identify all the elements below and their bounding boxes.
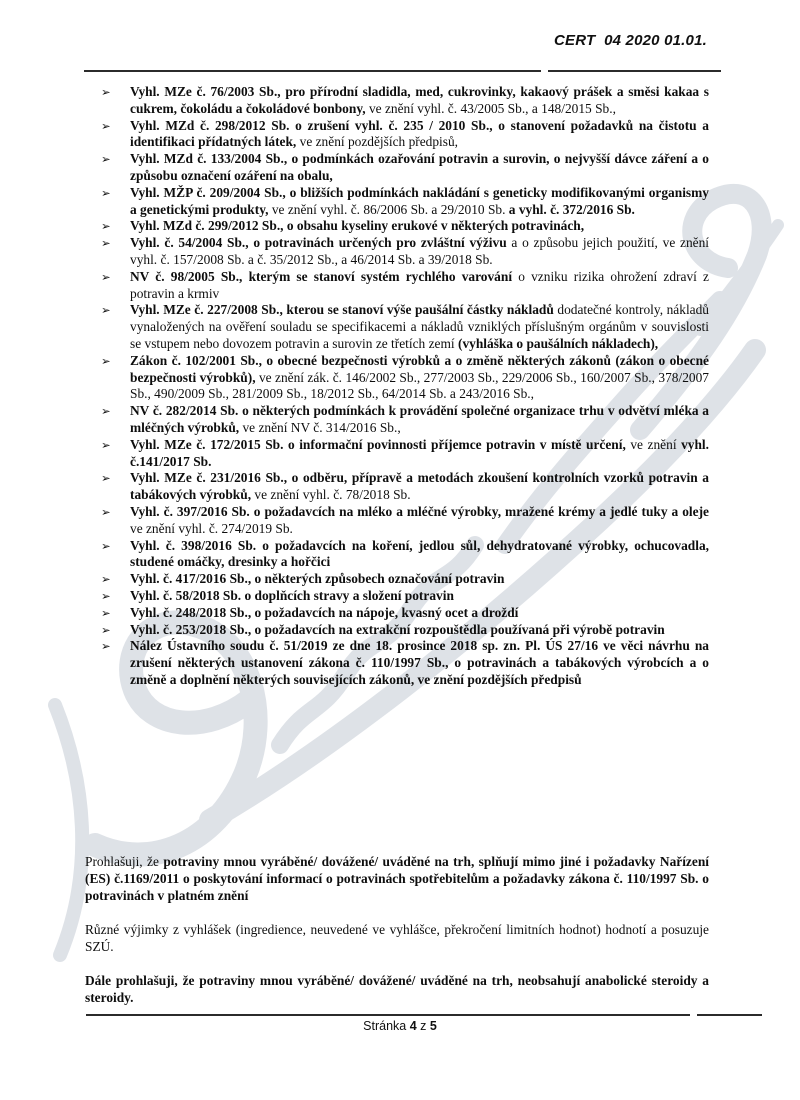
page-number: [0, 1019, 800, 1033]
list-item: [85, 470, 709, 504]
text-segment: (vyhláška o paušálních nákladech),: [457, 335, 659, 351]
arrow-bullet-icon: ➢: [101, 538, 111, 553]
list-item-text: [130, 118, 709, 152]
text-segment: z: [416, 1019, 430, 1033]
list-item: [85, 353, 709, 403]
text-segment: NV č. 98/2005 Sb., kterým se stanoví systém rychlého varování: [130, 268, 513, 284]
list-item: [85, 437, 709, 471]
arrow-bullet-icon: ➢: [101, 219, 111, 234]
text-segment: ve znění NV č. 314/2016 Sb.,: [239, 419, 401, 435]
text-segment: Stránka: [363, 1019, 410, 1033]
arrow-bullet-icon: ➢: [101, 152, 111, 167]
arrow-bullet-icon: ➢: [101, 572, 111, 587]
list-item: [85, 504, 709, 538]
text-segment: Prohlašuji, že: [85, 854, 164, 869]
cert-header-label: CERT 04 2020 01.01.: [554, 32, 707, 49]
footer-rule: [86, 1014, 762, 1016]
text-segment: Vyhl. č. 417/2016 Sb., o některých způsobech označování potravin: [130, 571, 505, 587]
list-item-text: [130, 84, 709, 118]
arrow-bullet-icon: ➢: [101, 404, 111, 419]
arrow-bullet-icon: ➢: [101, 303, 111, 318]
text-segment: o vzniku rizika ohrožení zdraví z potravin a krmiv: [130, 268, 710, 301]
list-item: [85, 218, 709, 235]
arrow-bullet-icon: ➢: [101, 85, 111, 99]
list-item: [85, 185, 709, 219]
text-segment: a vyhl. č. 372/2016 Sb.: [508, 201, 635, 217]
text-segment: Vyhl. č. 54/2004 Sb., o potravinách určených pro zvláštní výživu: [130, 235, 507, 251]
arrow-bullet-icon: ➢: [101, 504, 111, 519]
text-segment: Vyhl. č. 58/2018 Sb. o doplňcích stravy a složení potravin: [130, 587, 454, 603]
text-segment: ve znění vyhl. č. 78/2018 Sb.: [251, 487, 411, 503]
arrow-bullet-icon: ➢: [101, 471, 111, 486]
arrow-bullet-icon: ➢: [101, 185, 111, 200]
text-segment: ve znění vyhl. č. 43/2005 Sb., a 148/2015 Sb.,: [365, 100, 616, 116]
text-segment: a o způsobu jejich použití, ve znění vyhl. č. 157/2008 Sb. a č. 35/2012 Sb., a 46/2014 Sb. a 39/2018 Sb.: [130, 235, 710, 267]
list-item: [85, 538, 709, 572]
text-segment: ve znění pozdějších předpisů,: [296, 134, 459, 150]
text-segment: 4: [409, 1019, 417, 1033]
text-segment: Vyhl. MZe č. 227/2008 Sb., kterou se stanoví výše paušální částky nákladů: [130, 302, 554, 318]
header-rule: [84, 70, 721, 72]
list-item: [85, 571, 709, 588]
text-segment: Různé výjimky z vyhlášek (ingredience, neuvedené ve vyhlášce, překročení limitních hodnot) hodnotí a posuzuje SZÚ.: [85, 922, 709, 954]
arrow-bullet-icon: ➢: [101, 622, 111, 637]
list-item-text: [130, 235, 709, 269]
arrow-bullet-icon: ➢: [101, 588, 111, 603]
text-segment: ve znění zák. č. 146/2002 Sb., 277/2003 Sb., 229/2006 Sb., 160/2007 Sb., 378/2007 Sb., 490/2009 Sb., 281/2009 Sb., 18/2012 Sb., 64/2014 Sb. a 243/2016 Sb.,: [130, 369, 709, 402]
list-item-text: [130, 218, 709, 235]
text-segment: Vyhl. č. 398/2016 Sb. o požadavcích na koření, jedlou sůl, dehydratované výrobky, ochucovadla, studené omáčky, dresinky a hořčici: [130, 537, 709, 570]
text-segment: Vyhl. č. 248/2018 Sb., o požadavcích na nápoje, kvasný ocet a droždí: [130, 604, 519, 620]
paragraph: [85, 972, 709, 1006]
list-item: [85, 588, 709, 605]
list-item-text: [130, 403, 709, 437]
text-segment: ve znění: [625, 436, 682, 452]
text-segment: Vyhl. MZe č. 231/2016 Sb., o odběru, přípravě a metodách zkoušení kontrolních vzorků potravin a tabákových výrobků,: [130, 470, 709, 503]
text-segment: Vyhl. MZd č. 298/2012 Sb. o zrušení vyhl. č. 235 / 2010 Sb., o stanovení požadavků na čistotu a identifikaci přídatných látek,: [130, 117, 709, 150]
list-item-text: [130, 302, 709, 352]
list-item-text: [130, 185, 709, 219]
arrow-bullet-icon: ➢: [101, 269, 111, 284]
text-segment: ve znění vyhl. č. 86/2006 Sb. a 29/2010 Sb.: [268, 201, 509, 217]
text-segment: Vyhl. MZd č. 133/2004 Sb., o podmínkách ozařování potravin a surovin, o nejvyšší dávce záření a o způsobu označení ozáření na obalu,: [130, 151, 709, 183]
list-item-text: [130, 571, 709, 588]
list-item-text: [130, 622, 709, 639]
list-item: [85, 605, 709, 622]
text-segment: Vyhl. MZd č. 299/2012 Sb., o obsahu kyseliny erukové v některých potravinách,: [130, 218, 585, 234]
paragraph: [85, 853, 709, 904]
list-item-text: [130, 605, 709, 622]
text-segment: ve znění vyhl. č. 274/2019 Sb.: [130, 520, 293, 536]
text-segment: Vyhl. č. 397/2016 Sb. o požadavcích na mléko a mléčné výrobky, mražené krémy a jedlé tuky a oleje: [130, 503, 709, 519]
list-item-text: [130, 470, 709, 504]
text-segment: Vyhl. MZe č. 76/2003 Sb., pro přírodní sladidla, med, cukrovinky, kakaový prášek a směsi kakaa s cukrem, čokoládu a čokoládové bonbony,: [130, 84, 709, 116]
text-segment: NV č. 282/2014 Sb. o některých podmínkách k provádění společné organizace trhu v odvětví mléka a mléčných výrobků,: [130, 403, 709, 435]
list-item-text: [130, 269, 709, 303]
text-segment: Nález Ústavního soudu č. 51/2019 ze dne 18. prosince 2018 sp. zn. Pl. ÚS 27/16 ve věci návrhu na zrušení některých ustanovení zákona č. 110/1997 Sb., o potravinách a tabákových výrobcích a o změně a doplnění některých souvisejících zákonů, ve znění pozdějších předpisů: [130, 638, 709, 687]
regulation-list: [85, 84, 709, 689]
text-segment: Dále prohlašuji, že potraviny mnou vyráběné/ dovážené/ uváděné na trh, neobsahují anabolické steroidy a steroidy.: [85, 973, 709, 1005]
list-item-text: [130, 588, 709, 605]
list-item: [85, 403, 709, 437]
list-item: [85, 235, 709, 269]
list-item: [85, 151, 709, 185]
declaration-paragraphs: [85, 853, 709, 1023]
list-item: [85, 84, 709, 118]
text-segment: potraviny mnou vyráběné/ dovážené/ uváděné na trh, splňují mimo jiné i požadavky Nařízení (ES) č.1169/2011 o poskytování informací o potravinách spotřebitelům a požadavky zákona č. 110/1997 Sb. o potravinách v platném znění: [85, 854, 709, 903]
arrow-bullet-icon: ➢: [101, 437, 111, 452]
text-segment: 5: [429, 1019, 437, 1033]
text-segment: Zákon č. 102/2001 Sb., o obecné bezpečnosti výrobků a o změně některých zákonů (zákon o obecné bezpečnosti výrobků),: [130, 352, 709, 385]
list-item-text: [130, 638, 709, 688]
list-item: [85, 269, 709, 303]
list-item: [85, 622, 709, 639]
text-segment: Vyhl. č. 253/2018 Sb., o požadavcích na extrakční rozpouštědla používaná při výrobě potravin: [130, 621, 665, 637]
list-item: [85, 118, 709, 152]
text-segment: Vyhl. MZe č. 172/2015 Sb. o informační povinnosti příjemce potravin v místě určení,: [130, 436, 626, 452]
list-item-text: [130, 538, 709, 572]
arrow-bullet-icon: ➢: [101, 236, 111, 251]
arrow-bullet-icon: ➢: [101, 353, 111, 368]
text-segment: dodatečné kontroly, nákladů vynaložených na ověření souladu se specifikacemi a nákladů vzniklých příslušným orgánům v souvislosti se vstupem nebo dovozem potravin a surovin ze třetích zemí: [130, 302, 709, 351]
text-segment: vyhl. č.141/2017 Sb.: [130, 436, 709, 469]
text-segment: Vyhl. MŽP č. 209/2004 Sb., o bližších podmínkách nakládání s geneticky modifikovanými organismy a genetickými produkty,: [130, 184, 709, 217]
arrow-bullet-icon: ➢: [101, 118, 111, 133]
list-item-text: [130, 151, 709, 185]
arrow-bullet-icon: ➢: [101, 605, 111, 620]
list-item-text: [130, 504, 709, 538]
list-item-text: [130, 437, 709, 471]
list-item: [85, 302, 709, 352]
paragraph: [85, 921, 709, 955]
list-item-text: [130, 353, 709, 403]
list-item: [85, 638, 709, 688]
arrow-bullet-icon: ➢: [101, 639, 111, 654]
